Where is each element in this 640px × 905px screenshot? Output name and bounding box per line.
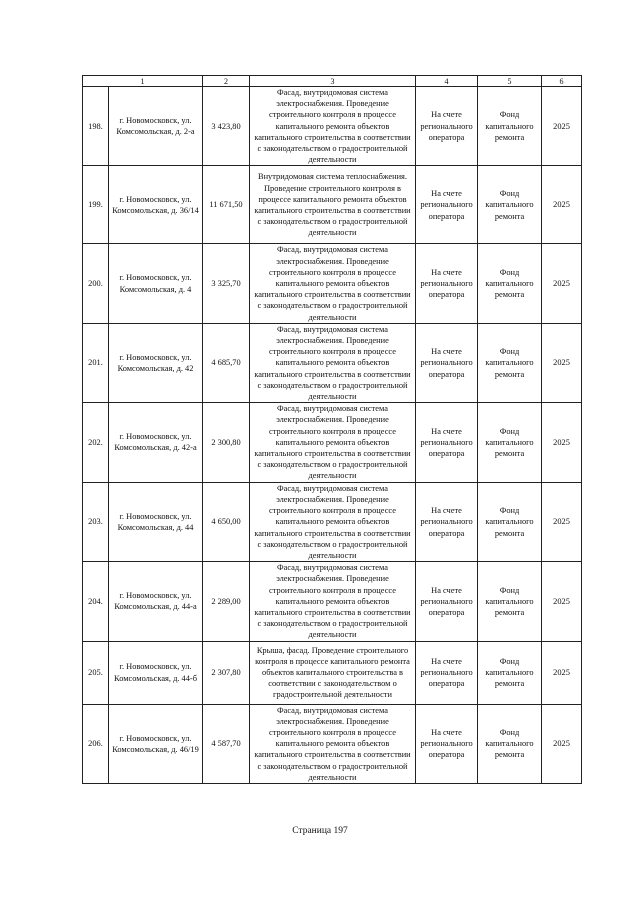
table-row [83, 244, 582, 323]
row-number: 204. [83, 562, 109, 641]
row-number: 203. [83, 482, 109, 561]
column-number-5: 5 [478, 76, 542, 87]
cost-cell: 4 650,00 [203, 482, 250, 561]
row-number: 205. [83, 641, 109, 704]
works-description-cell: Фасад, внутридомовая система электроснабжения. Проведение строительного контроля в процессе капитального ремонта объектов капитального строительства в соответствии с законодательством о градостроительной деятельности [250, 704, 416, 783]
column-number-6: 6 [542, 76, 582, 87]
year-cell: 2025 [542, 704, 582, 783]
table-row [83, 641, 582, 704]
works-description-cell: Внутридомовая система теплоснабжения. Проведение строительного контроля в процессе капитального ремонта объектов капитального строительства в соответствии с законодательством о градостроительной деятельности [250, 166, 416, 244]
address-cell: г. Новомосковск, ул. Комсомольская, д. 42-а [109, 403, 203, 482]
account-cell: На счете регионального оператора [416, 641, 478, 704]
row-number: 200. [83, 244, 109, 323]
year-cell: 2025 [542, 641, 582, 704]
works-description-cell: Фасад, внутридомовая система электроснабжения. Проведение строительного контроля в процессе капитального ремонта объектов капитального строительства в соответствии с законодательством о градостроительной деятельности [250, 87, 416, 166]
table-row [83, 403, 582, 482]
account-cell: На счете регионального оператора [416, 482, 478, 561]
funding-source-cell: Фонд капитального ремонта [478, 166, 542, 244]
address-cell: г. Новомосковск, ул. Комсомольская, д. 42 [109, 323, 203, 402]
works-description-cell: Фасад, внутридомовая система электроснабжения. Проведение строительного контроля в процессе капитального ремонта объектов капитального строительства в соответствии с законодательством о градостроительной деятельности [250, 562, 416, 641]
cost-cell: 3 325,70 [203, 244, 250, 323]
cost-cell: 2 300,80 [203, 403, 250, 482]
table-body [83, 76, 582, 784]
table-row [83, 87, 582, 166]
address-cell: г. Новомосковск, ул. Комсомольская, д. 44-б [109, 641, 203, 704]
year-cell: 2025 [542, 482, 582, 561]
funding-source-cell: Фонд капитального ремонта [478, 641, 542, 704]
year-cell: 2025 [542, 166, 582, 244]
row-number: 198. [83, 87, 109, 166]
account-cell: На счете регионального оператора [416, 403, 478, 482]
year-cell: 2025 [542, 87, 582, 166]
works-description-cell: Фасад, внутридомовая система электроснабжения. Проведение строительного контроля в процессе капитального ремонта объектов капитального строительства в соответствии с законодательством о градостроительной деятельности [250, 244, 416, 323]
table-row [83, 562, 582, 641]
account-cell: На счете регионального оператора [416, 704, 478, 783]
table-row [83, 166, 582, 244]
column-number-3: 3 [250, 76, 416, 87]
year-cell: 2025 [542, 323, 582, 402]
row-number: 199. [83, 166, 109, 244]
year-cell: 2025 [542, 562, 582, 641]
address-cell: г. Новомосковск, ул. Комсомольская, д. 46/19 [109, 704, 203, 783]
table-row [83, 323, 582, 402]
funding-source-cell: Фонд капитального ремонта [478, 244, 542, 323]
cost-cell: 4 587,70 [203, 704, 250, 783]
table-row [83, 704, 582, 783]
address-cell: г. Новомосковск, ул. Комсомольская, д. 44 [109, 482, 203, 561]
works-description-cell: Фасад, внутридомовая система электроснабжения. Проведение строительного контроля в процессе капитального ремонта объектов капитального строительства в соответствии с законодательством о градостроительной деятельности [250, 403, 416, 482]
column-number-2: 2 [203, 76, 250, 87]
account-cell: На счете регионального оператора [416, 166, 478, 244]
repair-program-table [82, 75, 582, 784]
account-cell: На счете регионального оператора [416, 323, 478, 402]
account-cell: На счете регионального оператора [416, 562, 478, 641]
cost-cell: 11 671,50 [203, 166, 250, 244]
table-row [83, 482, 582, 561]
column-number-row [83, 76, 582, 87]
address-cell: г. Новомосковск, ул. Комсомольская, д. 2-а [109, 87, 203, 166]
works-description-cell: Фасад, внутридомовая система электроснабжения. Проведение строительного контроля в процессе капитального ремонта объектов капитального строительства в соответствии с законодательством о градостроительной деятельности [250, 323, 416, 402]
cost-cell: 3 423,80 [203, 87, 250, 166]
row-number: 202. [83, 403, 109, 482]
works-description-cell: Крыша, фасад. Проведение строительного контроля в процессе капитального ремонта объектов капитального строительства в соответствии с законодательством о градостроительной деятельности [250, 641, 416, 704]
funding-source-cell: Фонд капитального ремонта [478, 482, 542, 561]
page-number: Страница 197 [292, 826, 348, 836]
cost-cell: 4 685,70 [203, 323, 250, 402]
account-cell: На счете регионального оператора [416, 87, 478, 166]
year-cell: 2025 [542, 244, 582, 323]
cost-cell: 2 307,80 [203, 641, 250, 704]
row-number: 206. [83, 704, 109, 783]
works-description-cell: Фасад, внутридомовая система электроснабжения. Проведение строительного контроля в процессе капитального ремонта объектов капитального строительства в соответствии с законодательством о градостроительной деятельности [250, 482, 416, 561]
address-cell: г. Новомосковск, ул. Комсомольская, д. 36/14 [109, 166, 203, 244]
address-cell: г. Новомосковск, ул. Комсомольская, д. 4 [109, 244, 203, 323]
column-number-1: 1 [83, 76, 203, 87]
account-cell: На счете регионального оператора [416, 244, 478, 323]
column-number-4: 4 [416, 76, 478, 87]
year-cell: 2025 [542, 403, 582, 482]
funding-source-cell: Фонд капитального ремонта [478, 403, 542, 482]
row-number: 201. [83, 323, 109, 402]
funding-source-cell: Фонд капитального ремонта [478, 87, 542, 166]
address-cell: г. Новомосковск, ул. Комсомольская, д. 44-а [109, 562, 203, 641]
funding-source-cell: Фонд капитального ремонта [478, 562, 542, 641]
cost-cell: 2 289,00 [203, 562, 250, 641]
funding-source-cell: Фонд капитального ремонта [478, 323, 542, 402]
funding-source-cell: Фонд капитального ремонта [478, 704, 542, 783]
